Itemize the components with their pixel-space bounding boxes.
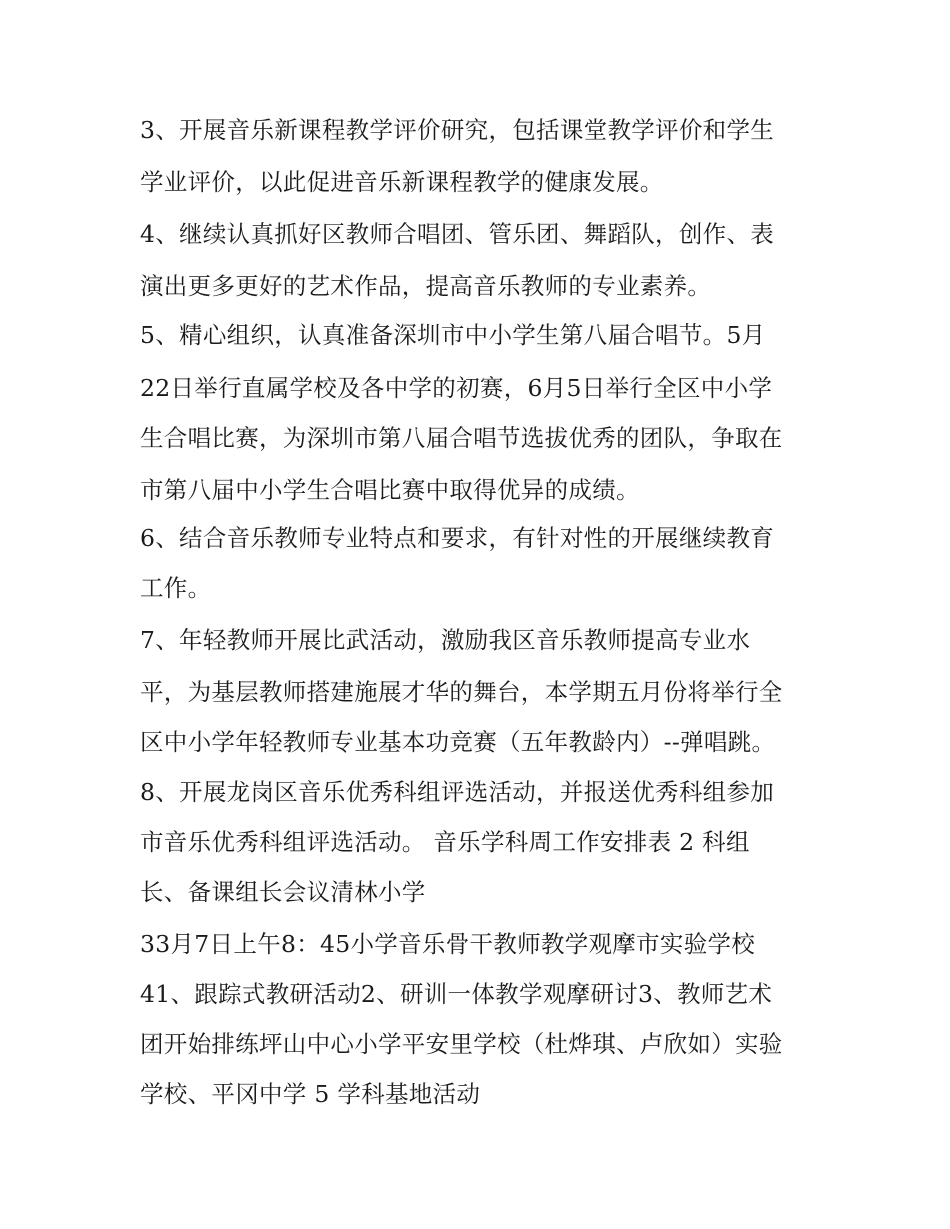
text-line: 工作。 xyxy=(140,574,212,602)
text-line: 6、结合音乐教师专业特点和要求，有针对性的开展继续教育 xyxy=(140,524,775,552)
text-line: 学校、平冈中学 5 学科基地活动 xyxy=(140,1080,481,1108)
text-line: 团开始排练坪山中心小学平安里学校（杜烨琪、卢欣如）实验 xyxy=(140,1030,783,1058)
text-line: 5、精心组织，认真准备深圳市中小学生第八届合唱节。5月 xyxy=(140,321,766,349)
text-line: 市音乐优秀科组评选活动。 音乐学科周工作安排表 2 科组 xyxy=(140,828,750,856)
text-line: 市第八届中小学生合唱比赛中取得优异的成绩。 xyxy=(140,476,640,504)
text-line: 7、年轻教师开展比武活动，激励我区音乐教师提高专业水 xyxy=(140,626,751,654)
text-line: 长、备课组长会议清林小学 xyxy=(140,878,426,906)
text-line: 区中小学年轻教师专业基本功竞赛（五年教龄内）--弹唱跳。 xyxy=(140,728,776,756)
text-line: 4、继续认真抓好区教师合唱团、管乐团、舞蹈队，创作、表 xyxy=(140,220,775,248)
text-line: 3、开展音乐新课程教学评价研究，包括课堂教学评价和学生 xyxy=(140,116,775,144)
text-line: 生合唱比赛，为深圳市第八届合唱节选拔优秀的团队，争取在 xyxy=(140,424,783,452)
text-line: 33月7日上午8：45小学音乐骨干教师教学观摩市实验学校 xyxy=(140,930,756,958)
text-line: 学业评价，以此促进音乐新课程教学的健康发展。 xyxy=(140,168,664,196)
text-line: 22日举行直属学校及各中学的初赛，6月5日举行全区中小学 xyxy=(140,374,773,402)
text-line: 平，为基层教师搭建施展才华的舞台，本学期五月份将举行全 xyxy=(140,678,783,706)
text-line: 演出更多更好的艺术作品，提高音乐教师的专业素养。 xyxy=(140,272,712,300)
text-line: 8、开展龙岗区音乐优秀科组评选活动，并报送优秀科组参加 xyxy=(140,778,775,806)
text-line: 41、跟踪式教研活动2、研训一体教学观摩研讨3、教师艺术 xyxy=(140,980,773,1008)
